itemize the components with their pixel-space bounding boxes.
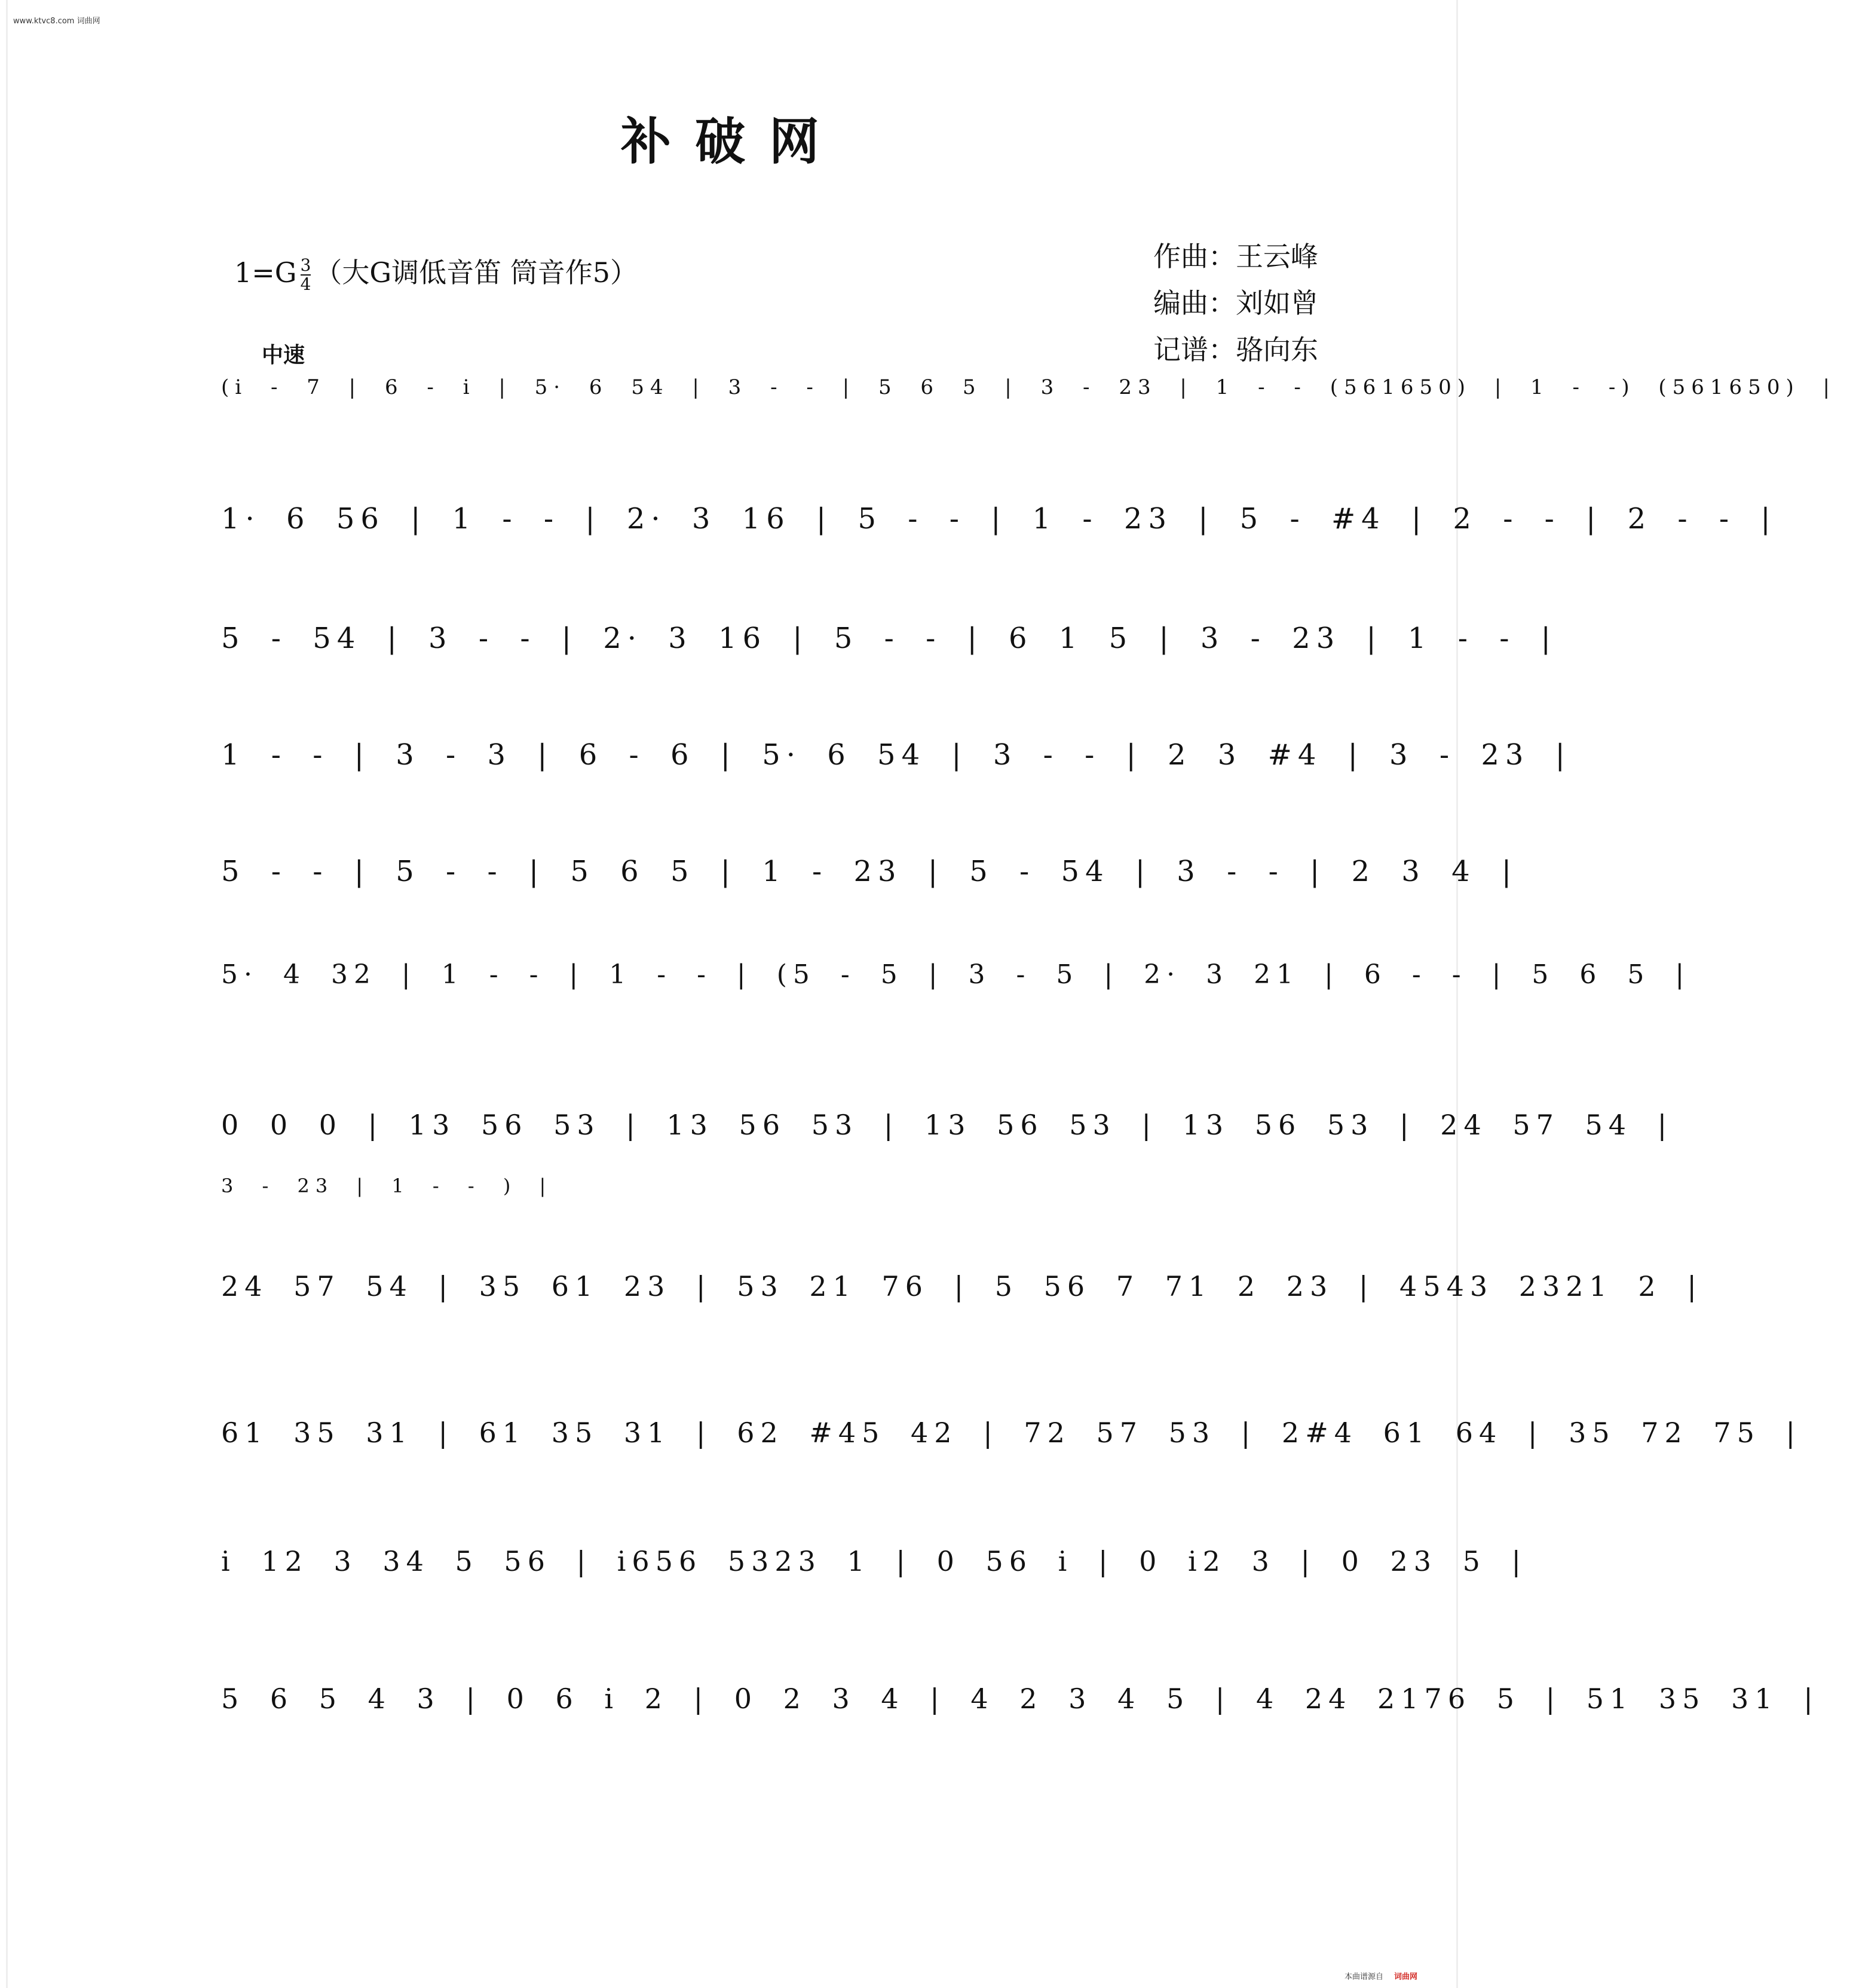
barline: | — [1172, 502, 1240, 536]
composer-credit: 作曲：王云峰 — [1153, 240, 1318, 273]
measure: 0 0 0 — [221, 1109, 343, 1141]
footer-brand: 词曲网 — [1394, 1972, 1418, 1981]
barline: | — [1486, 1545, 1552, 1577]
barline: | — [902, 855, 970, 888]
measure: 1 - - — [221, 738, 329, 772]
measure: 4 2 3 4 5 — [970, 1683, 1190, 1715]
barline: | — [1340, 622, 1408, 655]
barline: | — [412, 1417, 479, 1449]
barline: | — [670, 1417, 737, 1449]
score-line — [221, 1109, 1698, 1141]
barline: | — [1156, 375, 1216, 399]
barline: | — [1385, 502, 1453, 536]
measure: (i - 7 — [221, 375, 326, 399]
measure: 24 57 54 — [1440, 1109, 1633, 1141]
measure: 1 - - — [609, 959, 712, 990]
barline: | — [981, 375, 1041, 399]
measure: 3 - 3 — [396, 738, 512, 772]
measure: 0 2 3 4 — [734, 1683, 905, 1715]
measure: 3 - 23 — [1200, 622, 1341, 655]
barline: | — [957, 1417, 1024, 1449]
measure: 1 - - — [1407, 622, 1515, 655]
barline: | — [1299, 959, 1364, 990]
score-line — [221, 1270, 1728, 1302]
site-url-header: www.ktvc8.com 词曲网 — [13, 17, 100, 26]
key-label: 1=G — [234, 256, 297, 289]
barline: | — [1073, 1545, 1140, 1577]
score-line — [221, 622, 1583, 655]
measure: 4 24 2176 5 — [1255, 1683, 1520, 1715]
measure: 5 6 5 — [1532, 959, 1650, 990]
measure: 13 56 53 — [924, 1109, 1116, 1141]
barline: | — [1466, 959, 1532, 990]
measure: 1· 6 56 — [221, 502, 385, 536]
measure: 61 35 31 — [221, 1417, 413, 1449]
transcriber-credit: 记谱：骆向东 — [1153, 334, 1318, 366]
measure: 3 - 23 — [1389, 738, 1530, 772]
barline: | — [384, 502, 452, 536]
measure: 3 - - — [1177, 855, 1284, 888]
measure: 5 6 5 — [570, 855, 695, 888]
barline: | — [941, 622, 1009, 655]
barline: | — [1100, 738, 1168, 772]
barline: | — [1322, 738, 1390, 772]
barline: | — [361, 622, 429, 655]
measure: 1 - - (561650) — [1215, 375, 1472, 399]
measure: 6 1 5 — [1009, 622, 1134, 655]
barline: | — [711, 959, 777, 990]
measure: 2 3 #4 — [1168, 738, 1322, 772]
tempo-marking: 中速 — [262, 342, 305, 368]
measure: 6 - - — [1364, 959, 1467, 990]
barline: | — [1529, 738, 1597, 772]
barline: | — [1275, 1545, 1342, 1577]
instrument-note: （大G调低音笛 筒音作5） — [314, 256, 638, 289]
measure: 3 - - — [728, 375, 819, 399]
barline: | — [767, 622, 834, 655]
barline: | — [964, 502, 1033, 536]
measure: 2 3 4 — [1351, 855, 1476, 888]
barline: | — [904, 1683, 971, 1715]
barline: | — [600, 1109, 667, 1141]
credits-block — [1153, 233, 1318, 373]
measure: 5 - 54 — [221, 622, 362, 655]
measure: 2· 3 16 — [603, 622, 767, 655]
score-line — [221, 502, 1802, 536]
barline: | — [667, 1683, 734, 1715]
barline: | — [1515, 622, 1583, 655]
barline: | — [559, 502, 627, 536]
barline: | — [670, 1270, 737, 1302]
barline: | — [1799, 375, 1859, 399]
measure: 5 - - — [396, 855, 503, 888]
barline: | — [1520, 1683, 1587, 1715]
measure: 1 - 23 — [762, 855, 902, 888]
measure: 5 - - — [834, 622, 942, 655]
measure: 35 72 75 — [1569, 1417, 1760, 1449]
measure: 2· 3 21 — [1144, 959, 1300, 990]
measure: 3 - - — [993, 738, 1101, 772]
measure: i656 5323 1 — [617, 1545, 871, 1577]
measure: 5 - 54 — [969, 855, 1110, 888]
score-line — [221, 959, 1716, 990]
site-footer — [1345, 1970, 1417, 1981]
measure: 3 - - — [428, 622, 536, 655]
barline: | — [1133, 622, 1200, 655]
barline: | — [333, 1175, 392, 1197]
barline: | — [903, 959, 969, 990]
barline: | — [1475, 855, 1543, 888]
barline: | — [328, 855, 396, 888]
barline: | — [1560, 502, 1628, 536]
measure: 5 - #4 — [1239, 502, 1386, 536]
measure: i 12 3 34 5 56 — [221, 1545, 551, 1577]
barline: | — [1333, 1270, 1400, 1302]
measure: 2 - - — [1627, 502, 1735, 536]
measure: 0 6 i 2 — [506, 1683, 668, 1715]
score-line — [221, 375, 1859, 399]
measure: 5 - - — [221, 855, 329, 888]
barline: | — [412, 1270, 479, 1302]
measure: 1 - -) (561650) — [1530, 375, 1800, 399]
measure: 0 23 5 — [1341, 1545, 1486, 1577]
barline: | — [1284, 855, 1352, 888]
barline: | — [328, 738, 396, 772]
key-signature — [234, 251, 638, 293]
measure: (5 - 5 — [776, 959, 904, 990]
left-page-edge — [6, 0, 8, 1988]
score-line — [221, 738, 1597, 772]
barline: | — [544, 959, 610, 990]
barline: | — [535, 622, 604, 655]
barline: | — [550, 1545, 617, 1577]
measure: 6 - i — [384, 375, 476, 399]
measure: 0 56 i — [936, 1545, 1073, 1577]
barline: | — [694, 855, 762, 888]
time-denominator: 4 — [300, 274, 311, 294]
measure: 61 35 31 — [479, 1417, 671, 1449]
measure: 24 57 54 — [221, 1270, 413, 1302]
measure: 2 - - — [1453, 502, 1560, 536]
barline: | — [929, 1270, 995, 1302]
barline: | — [1109, 855, 1177, 888]
barline: | — [475, 375, 535, 399]
measure: 3 - 5 — [968, 959, 1079, 990]
barline: | — [325, 375, 385, 399]
barline: | — [503, 855, 571, 888]
measure: 5 6 5 — [878, 375, 982, 399]
barline: | — [516, 1175, 575, 1197]
barline: | — [376, 959, 442, 990]
score-line — [221, 1545, 1552, 1577]
measure: 1 - - ) — [391, 1175, 517, 1197]
measure: 2· 3 16 — [626, 502, 791, 536]
measure: 3 - 23 — [1040, 375, 1157, 399]
barline: | — [440, 1683, 507, 1715]
barline: | — [790, 502, 858, 536]
barline: | — [1661, 1270, 1728, 1302]
score-line — [221, 1417, 1827, 1449]
barline: | — [819, 375, 878, 399]
barline: | — [342, 1109, 409, 1141]
barline: | — [1632, 1109, 1698, 1141]
measure: 13 56 53 — [1182, 1109, 1374, 1141]
barline: | — [858, 1109, 924, 1141]
barline: | — [1215, 1417, 1282, 1449]
measure: 1 - - — [441, 959, 544, 990]
measure: 3 - 23 — [221, 1175, 334, 1197]
barline: | — [1079, 959, 1144, 990]
measure: 1 - - — [452, 502, 560, 536]
measure: 51 35 31 — [1586, 1683, 1778, 1715]
barline: | — [1471, 375, 1531, 399]
measure: 72 57 53 — [1024, 1417, 1216, 1449]
footer-source: 本曲谱源自 — [1345, 1972, 1384, 1981]
measure: 13 56 53 — [666, 1109, 859, 1141]
song-title: 补破网 — [620, 112, 843, 171]
measure: 1 - 23 — [1032, 502, 1172, 536]
barline: | — [1116, 1109, 1183, 1141]
barline: | — [694, 738, 762, 772]
measure: 2#4 61 64 — [1281, 1417, 1503, 1449]
barline: | — [669, 375, 728, 399]
barline: | — [926, 738, 993, 772]
barline: | — [870, 1545, 937, 1577]
measure: 5 56 7 71 2 23 — [994, 1270, 1334, 1302]
time-numerator: 3 — [300, 255, 311, 275]
measure: 62 #45 42 — [737, 1417, 958, 1449]
measure: 5 - - — [857, 502, 965, 536]
measure: 5· 6 54 — [762, 738, 926, 772]
time-signature — [301, 256, 311, 293]
barline: | — [1735, 502, 1802, 536]
measure: 53 21 76 — [737, 1270, 929, 1302]
barline: | — [1190, 1683, 1256, 1715]
barline: | — [1374, 1109, 1441, 1141]
measure: 13 56 53 — [408, 1109, 601, 1141]
measure: 0 i2 3 — [1139, 1545, 1275, 1577]
measure: 6 - 6 — [578, 738, 695, 772]
measure: 5· 6 54 — [534, 375, 669, 399]
measure: 4543 2321 2 — [1399, 1270, 1662, 1302]
barline: | — [512, 738, 579, 772]
measure: 35 61 23 — [479, 1270, 671, 1302]
arranger-credit: 编曲：刘如曾 — [1153, 287, 1318, 319]
score-line — [221, 1683, 1845, 1715]
score-line — [221, 1175, 1356, 1197]
barline: | — [1760, 1417, 1827, 1449]
measure: 5 6 5 4 3 — [221, 1683, 440, 1715]
barline: | — [1778, 1683, 1845, 1715]
barline: | — [1502, 1417, 1569, 1449]
score-line — [221, 855, 1543, 888]
measure: 5· 4 32 — [221, 959, 376, 990]
barline: | — [1650, 959, 1716, 990]
